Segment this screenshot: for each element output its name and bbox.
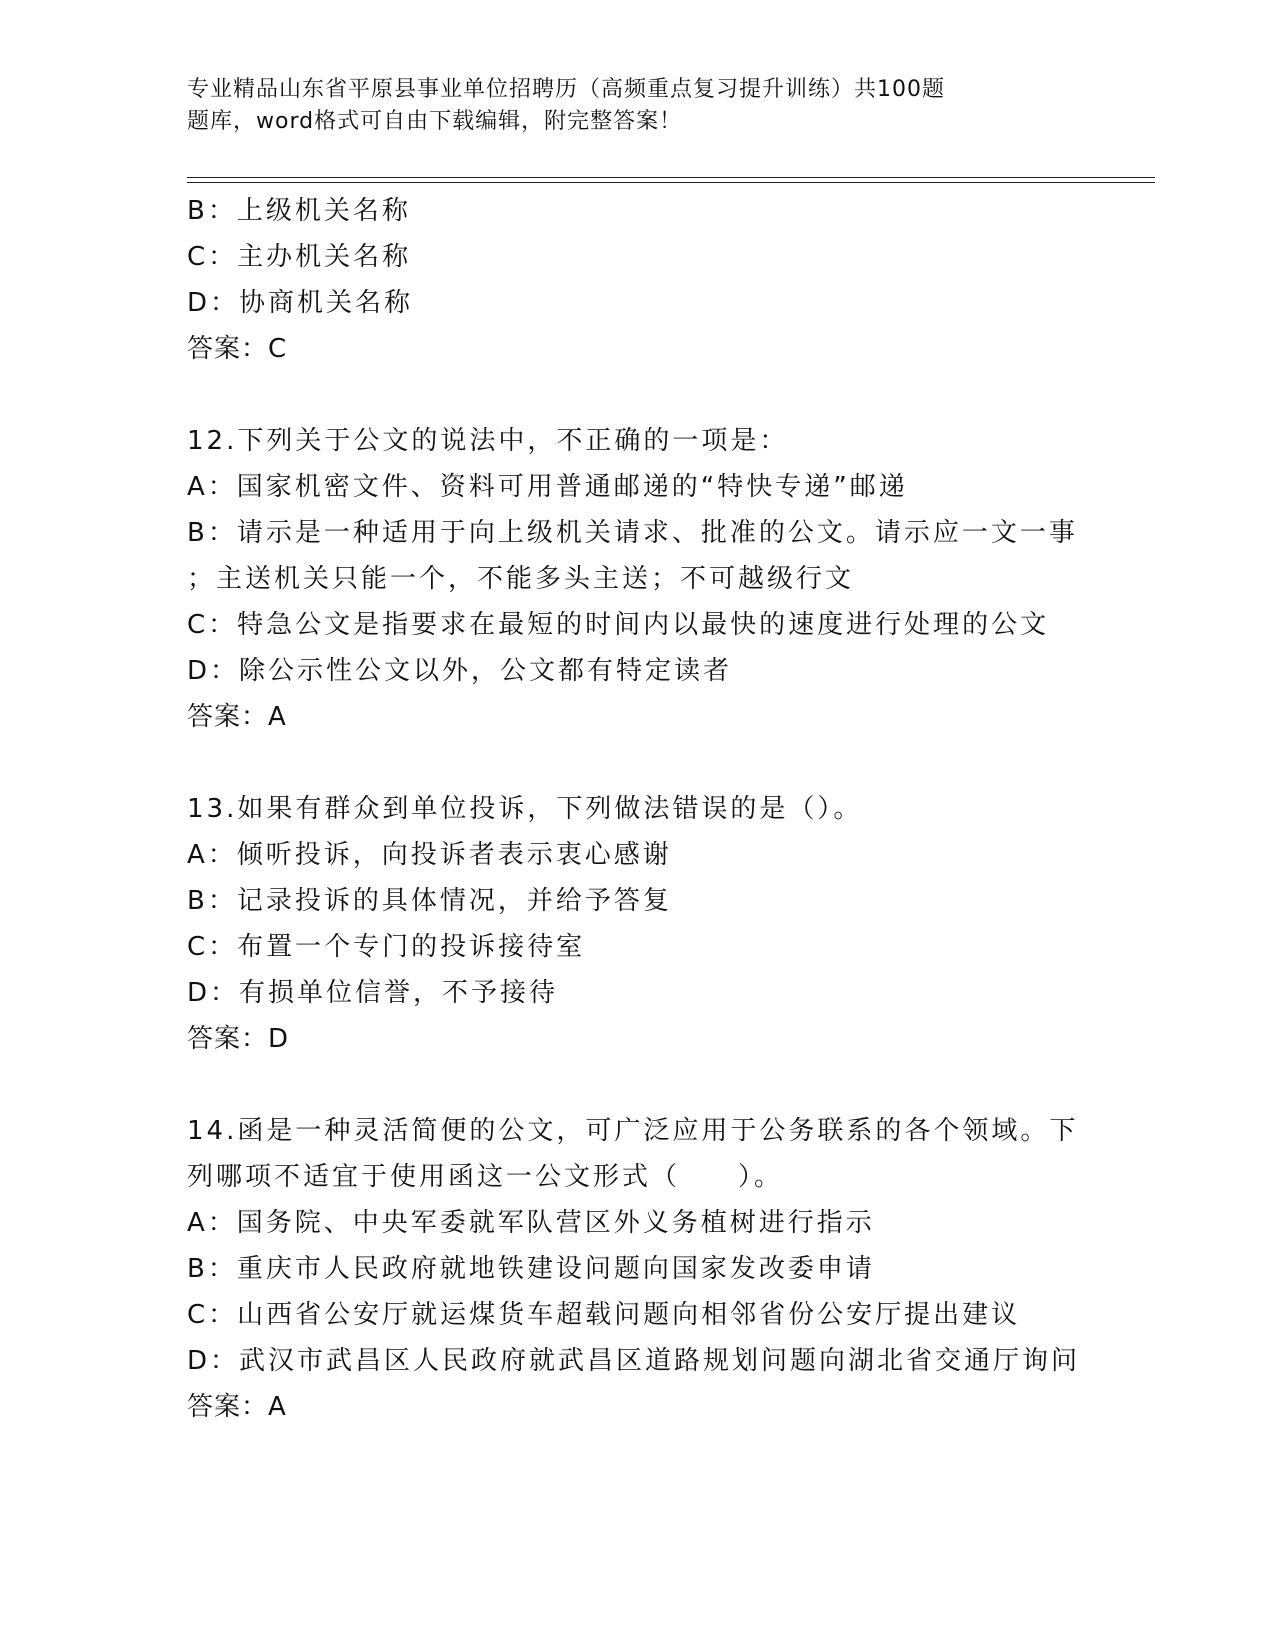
option-line: A：国家机密文件、资料可用普通邮递的“特快专递”邮递	[187, 472, 908, 502]
option-line: C：山西省公安厅就运煤货车超载问题向相邻省份公安厅提出建议	[187, 1300, 1021, 1330]
question-stem: 13.如果有群众到单位投诉，下列做法错误的是（）。	[187, 794, 863, 824]
document-header	[187, 74, 1047, 138]
option-line-continued: ；主送机关只能一个，不能多头主送；不可越级行文	[187, 564, 855, 594]
header-line-2: 题库，word格式可自由下载编辑，附完整答案！	[187, 109, 683, 134]
question-list	[187, 188, 1107, 1430]
option-line: B：重庆市人民政府就地铁建设问题向国家发改委申请	[187, 1254, 875, 1284]
spacer	[187, 740, 1107, 786]
option-line: C：布置一个专门的投诉接待室	[187, 932, 586, 962]
answer-line: 答案：A	[187, 1392, 287, 1422]
question-block-14	[187, 1108, 1107, 1430]
option-line: C：特急公文是指要求在最短的时间内以最快的速度进行处理的公文	[187, 610, 1050, 640]
spacer	[187, 1062, 1107, 1108]
question-block-11-continued	[187, 188, 1107, 372]
question-stem: 12.下列关于公文的说法中，不正确的一项是：	[187, 426, 789, 456]
option-line: D：协商机关名称	[187, 288, 414, 318]
option-line: B：记录投诉的具体情况，并给予答复	[187, 886, 672, 916]
question-block-13	[187, 786, 1107, 1062]
header-line-1: 专业精品山东省平原县事业单位招聘历（高频重点复习提升训练）共100题	[187, 77, 945, 102]
option-line: D：武汉市武昌区人民政府就武昌区道路规划问题向湖北省交通厅询问	[187, 1346, 1081, 1376]
option-line: D：有损单位信誉，不予接待	[187, 978, 559, 1008]
option-line: C：主办机关名称	[187, 242, 412, 272]
header-rule-bottom	[187, 182, 1155, 183]
option-line: B：上级机关名称	[187, 196, 411, 226]
question-block-12	[187, 418, 1107, 740]
spacer	[187, 372, 1107, 418]
answer-line: 答案：D	[187, 1024, 290, 1054]
option-line: B：请示是一种适用于向上级机关请求、批准的公文。请示应一文一事	[187, 518, 1078, 548]
answer-line: 答案：A	[187, 702, 287, 732]
option-line: A：倾听投诉，向投诉者表示衷心感谢	[187, 840, 672, 870]
option-line: A：国务院、中央军委就军队营区外义务植树进行指示	[187, 1208, 875, 1238]
answer-line: 答案：C	[187, 334, 288, 364]
question-stem-continued: 列哪项不适宜于使用函这一公文形式（ ）。	[187, 1162, 784, 1192]
option-line: D：除公示性公文以外，公文都有特定读者	[187, 656, 733, 686]
header-rule-top	[187, 177, 1155, 178]
question-stem: 14.函是一种灵活简便的公文，可广泛应用于公务联系的各个领域。下	[187, 1116, 1079, 1146]
